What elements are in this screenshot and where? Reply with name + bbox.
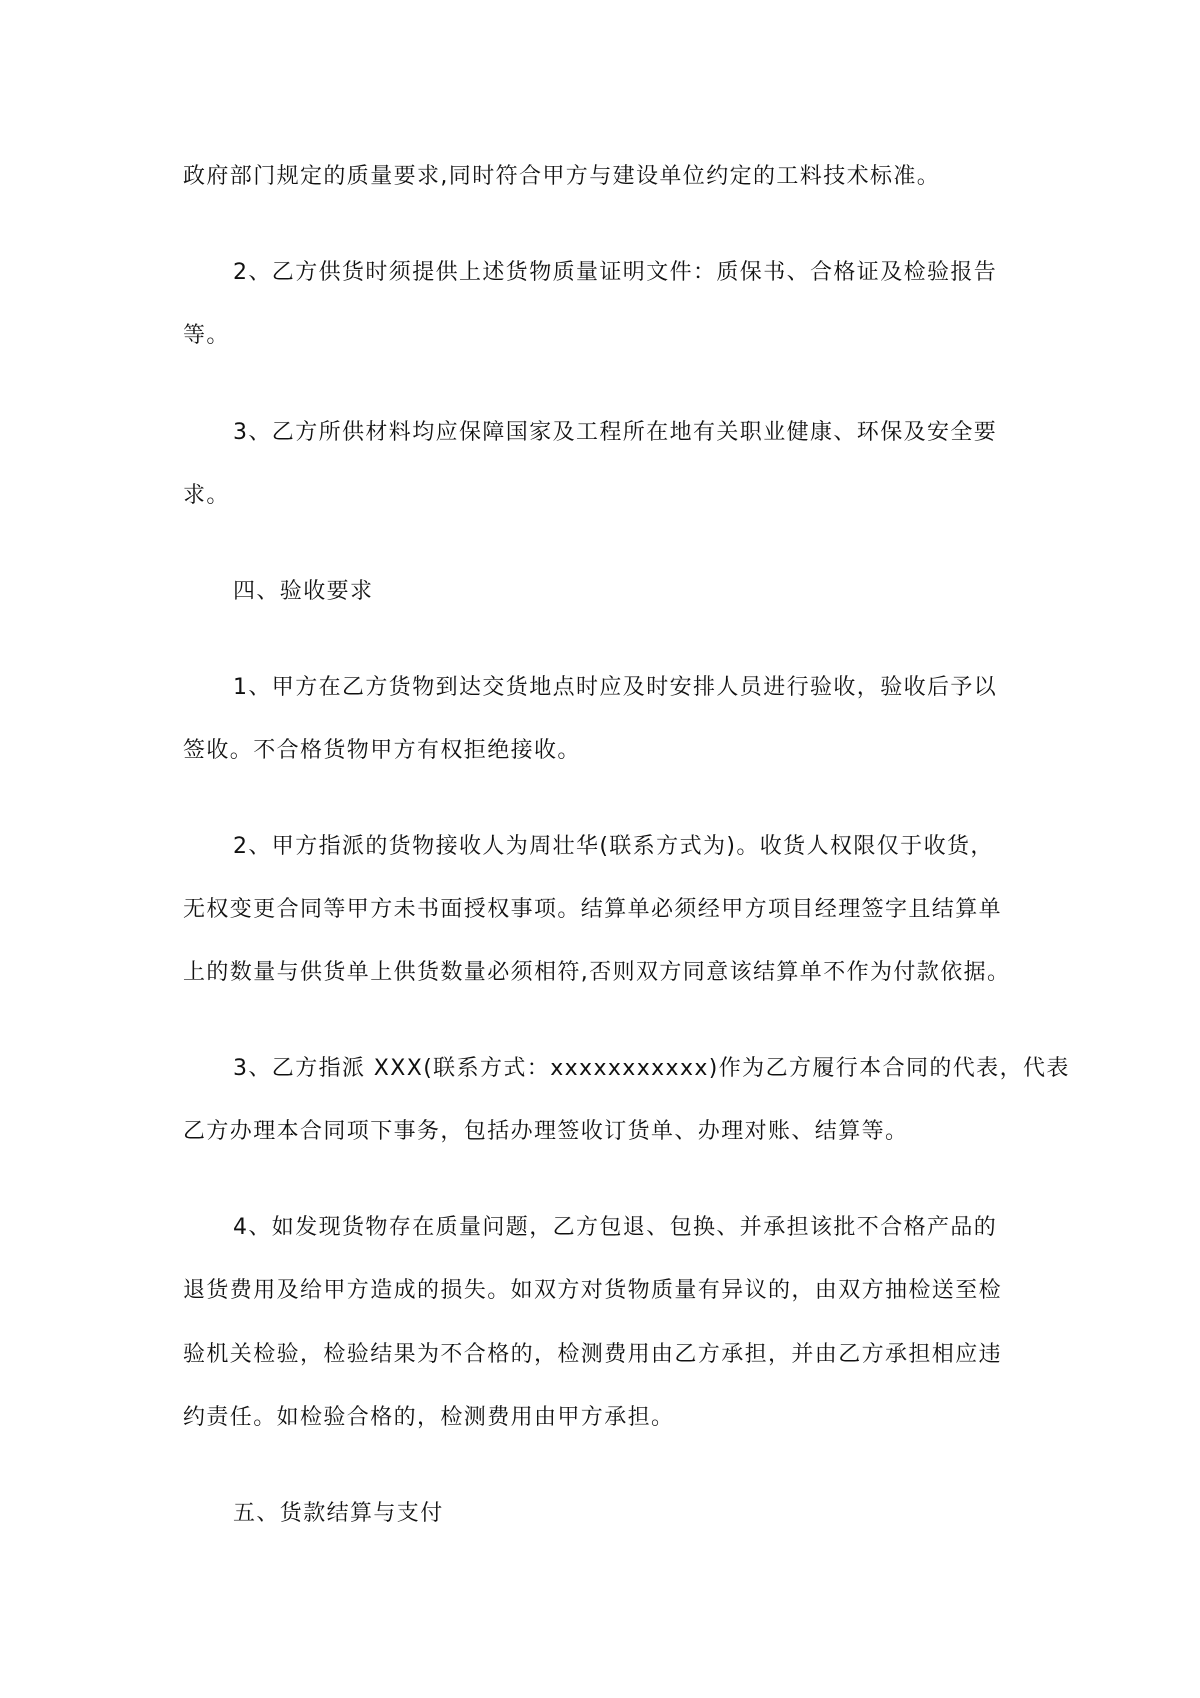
paragraph-line: 2、甲方指派的货物接收人为周壮华(联系方式为)。收货人权限仅于收货， bbox=[233, 834, 994, 859]
paragraph-line: 上的数量与供货单上供货数量必须相符,否则双方同意该结算单不作为付款依据。 bbox=[183, 960, 1011, 985]
paragraph-line: 3、乙方所供材料均应保障国家及工程所在地有关职业健康、环保及安全要 bbox=[233, 420, 998, 445]
paragraph-line: 1、甲方在乙方货物到达交货地点时应及时安排人员进行验收，验收后予以 bbox=[233, 675, 998, 700]
paragraph-line: 退货费用及给甲方造成的损失。如双方对货物质量有异议的，由双方抽检送至检 bbox=[183, 1278, 1003, 1303]
paragraph-line: 求。 bbox=[183, 483, 230, 508]
paragraph-line: 签收。不合格货物甲方有权拒绝接收。 bbox=[183, 738, 581, 763]
section-heading: 四、验收要求 bbox=[233, 579, 374, 604]
paragraph-line: 乙方办理本合同项下事务，包括办理签收订货单、办理对账、结算等。 bbox=[183, 1119, 909, 1144]
paragraph-line: 无权变更合同等甲方未书面授权事项。结算单必须经甲方项目经理签字且结算单 bbox=[183, 897, 1003, 922]
paragraph-line: 等。 bbox=[183, 323, 230, 348]
paragraph-line: 2、乙方供货时须提供上述货物质量证明文件：质保书、合格证及检验报告 bbox=[233, 260, 998, 285]
paragraph-line: 4、如发现货物存在质量问题，乙方包退、包换、并承担该批不合格产品的 bbox=[233, 1215, 998, 1240]
section-heading: 五、货款结算与支付 bbox=[233, 1501, 444, 1526]
paragraph-line: 3、乙方指派 XXX(联系方式：xxxxxxxxxxx)作为乙方履行本合同的代表，代表 bbox=[233, 1056, 1070, 1081]
paragraph-line: 约责任。如检验合格的，检测费用由甲方承担。 bbox=[183, 1405, 675, 1430]
paragraph-line: 政府部门规定的质量要求,同时符合甲方与建设单位约定的工料技术标准。 bbox=[183, 164, 941, 189]
paragraph-line: 验机关检验，检验结果为不合格的，检测费用由乙方承担，并由乙方承担相应违 bbox=[183, 1342, 1003, 1367]
